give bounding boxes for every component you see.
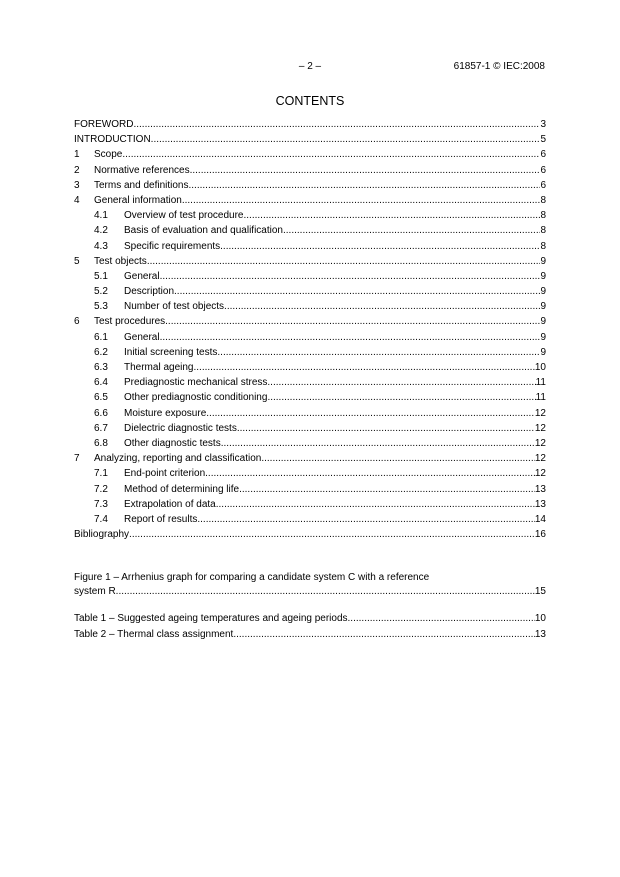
dot-leader: [190, 163, 541, 178]
toc-entry-label: Bibliography: [74, 529, 130, 541]
toc-entry-label: Specific requirements: [124, 240, 221, 252]
toc-entry-number: 5.2: [94, 286, 108, 298]
dot-leader: [267, 375, 535, 390]
toc-entry-number: 6.7: [94, 422, 108, 434]
toc-entry-page: 8: [540, 240, 546, 252]
toc-entry[interactable]: [74, 117, 546, 132]
toc-entry-number: 5.3: [94, 301, 108, 313]
toc-entry-label: Thermal ageing: [124, 362, 194, 373]
toc-entry-label: INTRODUCTION: [74, 134, 151, 146]
toc-entry-page: 13: [534, 629, 546, 640]
dot-leader: [261, 451, 535, 466]
toc-entry-label: Normative references: [94, 164, 190, 176]
toc-entry-page: 8: [540, 194, 546, 206]
toc-entry-page: 8: [540, 225, 546, 237]
dot-leader: [220, 239, 540, 254]
toc-entry-page: 10: [534, 362, 546, 373]
toc-entry-number: 6: [74, 316, 80, 328]
document-reference: 61857-1 © IEC:2008: [453, 61, 545, 72]
dot-leader: [129, 527, 535, 542]
toc-entry-page: 16: [534, 529, 546, 541]
toc-entry[interactable]: [74, 284, 546, 299]
toc-entry-page: 11: [535, 377, 546, 389]
dot-leader: [267, 390, 535, 405]
toc-entry-number: 4.2: [94, 225, 108, 237]
dot-leader: [205, 466, 535, 481]
toc-entry-number: 7.4: [94, 513, 108, 525]
dot-leader: [189, 178, 541, 193]
toc-entry-page: 12: [534, 407, 546, 419]
toc-entry-number: 6.8: [94, 437, 108, 449]
toc-entry-page: 14: [534, 513, 546, 525]
toc-entry[interactable]: [74, 269, 546, 284]
toc-entry-number: 3: [74, 179, 80, 191]
toc-entry[interactable]: [74, 254, 546, 269]
toc-entry-page: 6: [540, 179, 546, 191]
dot-leader: [233, 627, 535, 643]
toc-entry-number: 6.5: [94, 392, 108, 404]
toc-entry-label: Test objects: [94, 255, 147, 267]
toc-entry[interactable]: [74, 360, 546, 375]
dot-leader: [237, 421, 535, 436]
toc-entry-page: 8: [540, 210, 546, 222]
toc-entry[interactable]: [74, 330, 546, 345]
dot-leader: [116, 585, 535, 599]
toc-entry[interactable]: [74, 512, 546, 527]
toc-entry-number: 1: [74, 149, 80, 161]
toc-entry-label: Table 1 – Suggested ageing temperatures and ageing periods: [74, 613, 348, 624]
toc-entry-label: Test procedures: [94, 316, 166, 328]
toc-entry-page: 10: [534, 613, 546, 624]
toc-entry-page: 9: [540, 270, 546, 282]
toc-entry-page: 13: [534, 483, 546, 495]
toc-entry-label: Other prediagnostic conditioning: [124, 392, 268, 404]
dot-leader: [165, 314, 540, 329]
toc-entry-page: 12: [534, 437, 546, 449]
toc-entry-label: End-point criterion: [124, 468, 206, 480]
toc-entry[interactable]: [74, 451, 546, 466]
toc-entry-label: Other diagnostic tests: [124, 437, 221, 449]
dot-leader: [160, 330, 541, 345]
list-of-figures: [74, 572, 546, 599]
toc-entry[interactable]: [74, 406, 546, 421]
toc-entry[interactable]: [74, 193, 546, 208]
dot-leader: [151, 132, 541, 147]
toc-entry-page: 11: [535, 392, 546, 404]
toc-entry-page: 9: [540, 331, 546, 343]
dot-leader: [197, 512, 535, 527]
toc-entry[interactable]: [74, 314, 546, 329]
toc-entry[interactable]: [74, 527, 546, 542]
toc-entry[interactable]: [74, 436, 546, 451]
toc-entry-page: 12: [534, 453, 546, 465]
figure-entry-page: 15: [534, 585, 546, 597]
toc-entry-label: General information: [94, 194, 182, 206]
toc-entry-number: 5: [74, 255, 80, 267]
toc-entry-page: 6: [540, 164, 546, 176]
toc-entry-label: Overview of test procedure: [124, 210, 244, 222]
dot-leader: [244, 208, 541, 223]
toc-entry-page: 9: [540, 286, 546, 298]
toc-entry-label: Dielectric diagnostic tests: [124, 422, 237, 434]
dot-leader: [160, 269, 541, 284]
toc-entry-page: 6: [540, 149, 546, 161]
toc-entry[interactable]: [74, 223, 546, 238]
toc-entry-number: 7.3: [94, 498, 108, 510]
toc-entry-number: 6.4: [94, 377, 108, 389]
toc-entry-label: Method of determining life: [124, 483, 240, 495]
dot-leader: [122, 147, 540, 162]
toc-entry-number: 7.2: [94, 483, 108, 495]
toc-entry-number: 7.1: [94, 468, 108, 480]
toc-entry[interactable]: [74, 299, 546, 314]
toc-entry[interactable]: [74, 163, 546, 178]
dot-leader: [216, 497, 535, 512]
toc-entry-page: 13: [534, 498, 546, 510]
toc-entry-label: Description: [124, 286, 175, 298]
toc-entry-label: Table 2 – Thermal class assignment: [74, 629, 234, 640]
toc-entry-label: Report of results: [124, 513, 198, 525]
toc-entry-label: Initial screening tests: [124, 346, 218, 358]
toc-entry-page: 9: [540, 301, 546, 313]
toc-entry-number: 6.3: [94, 362, 108, 373]
toc-entry[interactable]: [74, 375, 546, 390]
toc-entry[interactable]: [74, 390, 546, 405]
toc-entry[interactable]: [74, 147, 546, 162]
dot-leader: [217, 345, 540, 360]
toc-entry-number: 5.1: [94, 270, 108, 282]
dot-leader: [193, 360, 534, 375]
page-number: – 2 –: [298, 61, 322, 72]
toc-entry-number: 7: [74, 453, 80, 465]
toc-entry-page: 9: [540, 255, 546, 267]
toc-entry-label: General: [124, 270, 160, 282]
toc-entry-label: Prediagnostic mechanical stress: [124, 377, 268, 389]
figure-entry-label: Figure 1 – Arrhenius graph for comparing a candidate system C with a reference: [74, 572, 430, 583]
toc-entry-number: 4: [74, 194, 80, 206]
table-entry[interactable]: [74, 627, 546, 643]
table-of-contents: [74, 117, 546, 542]
dot-leader: [224, 299, 540, 314]
dot-leader: [239, 482, 535, 497]
toc-entry-page: 9: [540, 316, 546, 328]
toc-entry-number: 6.6: [94, 407, 108, 419]
toc-entry-page: 12: [534, 468, 546, 480]
dot-leader: [174, 284, 540, 299]
dot-leader: [221, 436, 535, 451]
toc-entry-page: 5: [540, 134, 546, 146]
dot-leader: [133, 117, 540, 132]
dot-leader: [348, 611, 535, 627]
figure-entry-label-cont: system R: [74, 585, 116, 597]
list-of-tables: [74, 611, 546, 643]
toc-entry[interactable]: [74, 466, 546, 481]
table-entry[interactable]: [74, 611, 546, 627]
toc-entry-number: 4.3: [94, 240, 108, 252]
toc-entry-label: FOREWORD: [74, 119, 134, 130]
dot-leader: [283, 223, 540, 238]
dot-leader: [147, 254, 541, 269]
toc-entry-label: General: [124, 331, 160, 343]
toc-entry-label: Terms and definitions: [94, 179, 189, 191]
figure-entry[interactable]: [74, 572, 546, 599]
toc-entry-page: 3: [540, 119, 546, 130]
toc-entry-label: Basis of evaluation and qualification: [124, 225, 283, 237]
toc-entry[interactable]: [74, 345, 546, 360]
toc-entry[interactable]: [74, 239, 546, 254]
toc-entry-label: Scope: [94, 149, 123, 161]
toc-entry-label: Number of test objects: [124, 301, 225, 313]
toc-entry-number: 6.2: [94, 346, 108, 358]
toc-entry[interactable]: [74, 482, 546, 497]
toc-entry-number: 4.1: [94, 210, 108, 222]
toc-entry-page: 9: [540, 346, 546, 358]
page-title: CONTENTS: [275, 94, 345, 108]
toc-entry[interactable]: [74, 421, 546, 436]
toc-entry[interactable]: [74, 497, 546, 512]
toc-entry-number: 2: [74, 164, 80, 176]
toc-entry[interactable]: [74, 132, 546, 147]
toc-entry-label: Extrapolation of data: [124, 498, 216, 510]
toc-entry-number: 6.1: [94, 331, 108, 343]
toc-entry-label: Moisture exposure: [124, 407, 207, 419]
toc-entry-page: 12: [534, 422, 546, 434]
toc-entry-label: Analyzing, reporting and classification: [94, 453, 262, 465]
dot-leader: [182, 193, 541, 208]
dot-leader: [206, 406, 535, 421]
toc-entry[interactable]: [74, 208, 546, 223]
toc-entry[interactable]: [74, 178, 546, 193]
